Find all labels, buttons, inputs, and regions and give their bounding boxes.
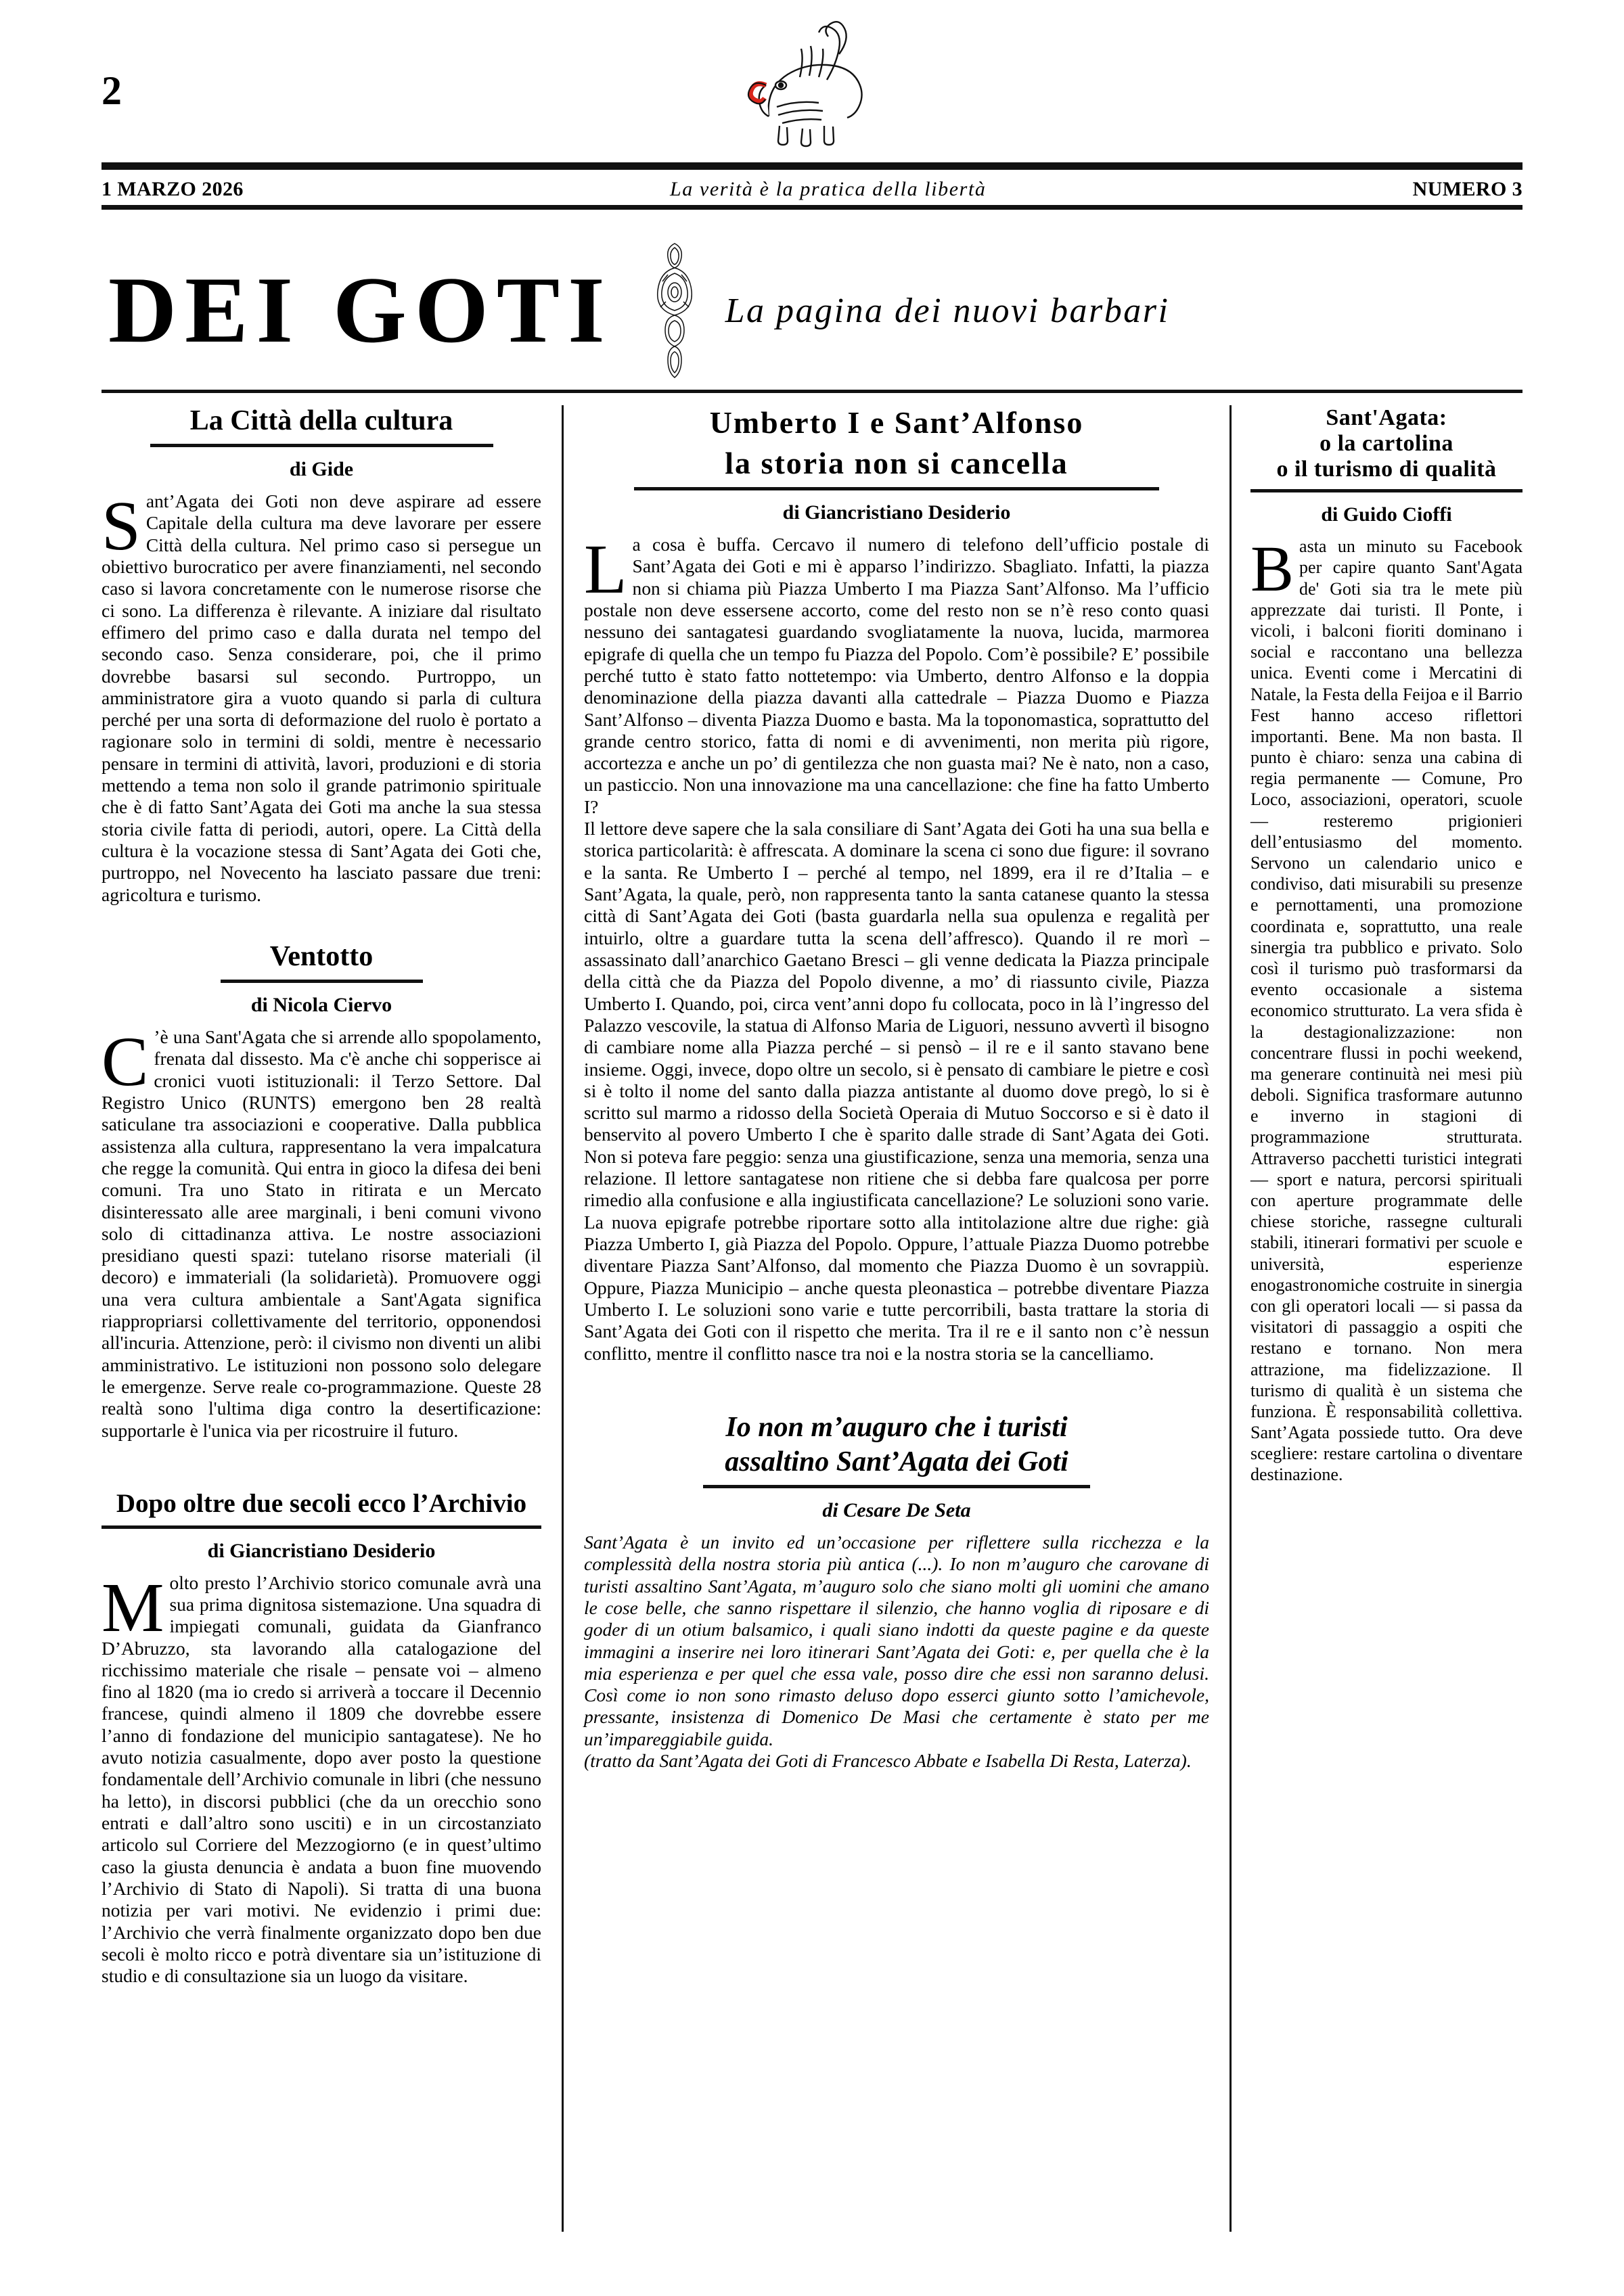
article-headline: Ventotto — [269, 940, 374, 972]
article-paragraph — [1250, 532, 1522, 1485]
article-headline-line-2: assaltino Sant’Agata dei Goti — [725, 1446, 1068, 1477]
article-byline: di Guido Cioffi — [1321, 503, 1452, 526]
dropcap: M — [102, 1568, 164, 1647]
title-block — [102, 233, 1522, 388]
article-byline: di Gide — [289, 458, 354, 481]
article-headline: La Città della cultura — [189, 405, 453, 436]
article-byline: di Nicola Ciervo — [250, 994, 392, 1016]
paragraph-text: olto presto l’Archivio storico comunale avrà una sua prima dignitosa sistemazione. Una squadra di impiegati comunali, guidata da Gianfranco D’Abruzzo, sta lavorando alla catalogazione del ricchissimo materiale che risale – pensate voi – almeno fino al 1820 (ma io credo si arriverà a toccare il Decennio francese, quindi almeno il 1809 che dovrebbe essere l’anno di fondazione del municipio santagatese). Ne ho avuto notizia casualmente, dopo aver posto la questione fondamentale dell’Archivio comunale in libri (che nessuno ha letto), in discorsi pubblici (che da un orecchio sono entrati e dall’altro sono usciti) e in un circostanziato articolo sul Corriere del Mezzogiorno (e in quest’ultimo caso la giusta denuncia è andata a buon fine muovendo l’Archivio di Stato di Napoli). Si tratta di una buona notizia per vari motivi. Ne evidenzio i primi due: l’Archivio che verrà finalmente organizzato dopo ben due secoli è molto ricco e potrà diventare sia un’istituzione di studio e di consultazione sia un luogo da visitare. — [102, 1571, 541, 1987]
gothic-eagle-fibula-icon — [651, 239, 698, 382]
article-la-citta-della-cultura — [102, 405, 541, 906]
columns-container — [102, 405, 1522, 2232]
title-underrule — [102, 390, 1522, 393]
masthead-rule-medium — [102, 205, 1522, 210]
elephant-beast-icon — [738, 15, 886, 150]
article-paragraph — [102, 1568, 541, 1988]
article-headline-line-2: la storia non si cancella — [725, 445, 1068, 480]
issue-number: NUMERO 3 — [1412, 178, 1522, 200]
paragraph-text: a cosa è buffa. Cercavo il numero di telefono dell’ufficio postale di Sant’Agata dei Goti e mi è apparso l’indirizzo. Sbagliato. Infatti, la piazza non si chiama più Piazza Umberto I ma Piazza Sant’Alfonso. Ma l’ufficio postale non deve essersene accorto, come del resto non se n’è reso conto quasi nessuno dei santagatesi guardando svogliatamente la nuova, lucida, marmorea epigrafe di quella che un tempo fu Piazza del Popolo. Com’è possibile? E’ possibile perché tutto è stato fatto nottetempo: via Umberto, dentro Alfonso e la doppia denominazione della piazza davanti alla cattedrale – Piazza Duomo e Piazza Sant’Alfonso – diventa Piazza Duomo e basta. Ma la toponomastica, soprattutto del grande centro storico, fatta di nomi e di avvenimenti, non merita più rigore, accortezza e anche un po’ di gentilezza che non guasta mai? Ne è nato, non a caso, un pasticcio. Non una innovazione ma una cancellazione: che fine ha fatto Umberto I? — [584, 534, 1209, 817]
headline-rule — [102, 1525, 541, 1529]
paragraph-text: ’è una Sant'Agata che si arrende allo spopolamento, frenata dal dissesto. Ma c'è anche chi sopperisce ai cronici vuoti istituzionali: il Terzo Settore. Dal Registro Unico (RUNTS) emergono ben 28 realtà saticulane tra associazioni e cooperative. Dalla pubblica assistenza alla cultura, rappresentano la vera impalcatura che regge la comunità. Qui entra in gioco la difesa dei beni comuni. Tra uno Stato in ritirata e un Mercato disinteressato alle aree marginali, i beni comuni vivono solo di cittadinanza attiva. Le nostre associazioni presidiano questi spazi: tutelano risorse materiali (il decoro) e immateriali (la solidarietà). Promuovere oggi una vera cultura ambientale a Sant'Agata significa riappropriarsi collettivamente del territorio, opponendosi all'incuria. Attenzione, però: il civismo non diventi un alibi amministrativo. Le istituzioni non possono solo delegare le emergenze. Serve reale co-programmazione. Queste 28 realtà sono l'ultima diga contro la desertificazione: supportarle è l'unica via per ricostruire il futuro. — [102, 1026, 541, 1441]
headline-rule — [703, 1485, 1091, 1488]
headline-rule — [1250, 489, 1522, 492]
dropcap: C — [102, 1023, 149, 1101]
article-paragraph: Il lettore deve sapere che la sala consiliare di Sant’Agata dei Goti ha una sua bella e storica particolarità: è affrescata. A dominare la scena ci sono due figure: il sovrano e la santa. Re Umberto I – perché al tempo, nel 1899, era il re d’Italia – e Sant’Agata, la quale, però, non rappresenta tanto la santa catanese quanto la stessa città di Sant’Agata dei Goti (basta guardarla nella sua opulenza e regalità per intuirlo, oltre a guardare tutta la scena dell’affresco). Quando il re morì – assassinato dall’anarchico Gaetano Bresci – gli venne dedicata la Piazza principale della città che da Piazza del Popolo divenne, a mo’ di riassunto civile, Piazza Umberto I. Quando, poi, circa vent’anni dopo fu collocata, poco in là l’ingresso del Palazzo vescovile, la statua di Alfonso Maria de Liguori, nessuno avvertì il bisogno di cambiare nome alla Piazza perché – si pensò – il re e il santo stavano bene insieme. Oggi, invece, dopo oltre un secolo, si è pensato di cambiare le pietre e così si è tolto il nome del santo dalla piazza antistante al duomo dove pregò, lo si è scritto sul marmo a ridosso della Società Operaia di Mutuo Soccorso e si è dato il benservito al povero Umberto I che è sparito dalle strade di Sant’Agata dei Goti. Non si poteva fare peggio: senza una giustificazione, senza una memoria, senza una relazione. Il lettore santagatese non ritiene che si debba fare qualcosa per porre rimedio alla confusione e alla ingiustificata cancellazione? Le soluzioni sono varie. La nuova epigrafe potrebbe riportare sotto alla intitolazione altre due righe: già Piazza Umberto I, già Piazza del Popolo. Oppure, l’attuale Piazza Duomo potrebbe diventare Piazza Sant’Alfonso, dal momento che Piazza Duomo è un sovrappiù. Oppure, Piazza Municipio – anche questa pleonastica – potrebbe diventare Piazza Umberto I. Le soluzioni sono varie e tutte percorribili, basta trattare la storia di Sant’Agata dei Goti con il rispetto che merita. Tra il re e il santo non c’è nessun conflitto, mentre il conflitto nasce tra noi e la nostra storia se la cancelliamo. — [584, 818, 1209, 1364]
publication-date: 1 MARZO 2026 — [102, 178, 244, 200]
article-headline-line-2: o la cartolina — [1320, 431, 1453, 457]
headline-rule — [634, 487, 1159, 490]
article-archivio — [102, 1489, 541, 1988]
column-center — [562, 405, 1232, 2232]
column-left — [102, 405, 562, 2232]
dropcap: L — [584, 530, 627, 609]
article-byline: di Giancristiano Desiderio — [207, 1539, 436, 1562]
dropcap: S — [102, 487, 141, 566]
masthead — [102, 0, 1522, 210]
article-umberto-i-e-santalfonso — [584, 405, 1209, 1364]
page-title: DEI GOTI — [108, 258, 613, 363]
paragraph-text: asta un minuto su Facebook per capire quanto Sant'Agata de' Goti sia tra le mete più apprezzate dai turisti. Il Ponte, i vicoli, i balconi fioriti dominano i social e raccontano una bellezza unica. Eventi come i Mercatini di Natale, la Festa della Feijoa e il Barrio Fest hanno acceso riflettori importanti. Bene. Ma non basta. Il punto è chiaro: senza una cabina di regia permanente — Comune, Pro Loco, associazioni, operatori, scuole — resteremo prigionieri dell’entusiasmo del momento. Servono un calendario unico e condiviso, dati misurabili su presenze e pernottamenti, una promozione coordinata e, soprattutto, una reale sinergia tra pubblico e privato. Solo così il turismo può trasformarsi da evento occasionale a sistema economico strutturato. La vera sfida è la destagionalizzazione: non concentrare flussi in pochi weekend, ma generare continuità nei mesi più deboli. Significa trasformare autunno e inverno in stagioni di programmazione strutturata. Attraverso pacchetti turistici integrati — sport e natura, percorsi spirituali con aperture programmate delle chiese storiche, rassegne culturali stabili, itinerari formativi per scuole e università, esperienze enogastronomiche costruite in sinergia con gli operatori locali — si passa da visitatori di passaggio a ospiti che restano e tornano. Non mera attrazione, ma fidelizzazione. Il turismo di qualità è un sistema che funziona. È responsabilità collettiva. Sant’Agata possiede tutto. Ora deve scegliere: restare cartolina o diventare destinazione. — [1250, 536, 1522, 1485]
article-source-note: (tratto da Sant’Agata dei Goti di Francesco Abbate e Isabella Di Resta, Laterza). — [584, 1750, 1192, 1772]
article-io-non-mauguro — [584, 1412, 1209, 1772]
article-headline: Dopo oltre due secoli ecco l’Archivio — [116, 1488, 527, 1518]
dateline-row — [102, 175, 1522, 204]
headline-rule — [221, 980, 423, 983]
article-paragraph — [584, 530, 1209, 818]
article-headline-line-1: Io non m’auguro che i turisti — [725, 1411, 1068, 1443]
article-headline-line-3: o il turismo di qualità — [1276, 457, 1497, 482]
masthead-motto: La verità è la pratica della libertà — [669, 178, 987, 200]
masthead-rule-thick — [102, 162, 1522, 170]
article-paragraph — [102, 1023, 541, 1442]
article-byline: di Cesare De Seta — [822, 1498, 971, 1521]
column-right — [1232, 405, 1522, 2232]
article-byline: di Giancristiano Desiderio — [782, 501, 1011, 524]
article-paragraph: Sant’Agata è un invito ed un’occasione per riflettere sulla ricchezza e la complessità della nostra storia più antica (...). Io non m’auguro che carovane di turisti assaltino Sant’Agata, m’auguro solo che siano molti gli uomini che amano le cose belle, che sanno rispettare il silenzio, che hanno voglia di riposare e di goder di un otium balsamico, i quali siano indotti da queste pagine e da queste immagini a inserire nei loro itinerari Sant’Agata dei Goti: e, per quella che è la mia esperienza e per quel che essa vale, posso dire che essi non saranno delusi. Così come io non sono rimasto deluso dopo esserci giunto sotto l’amichevole, pressante, insistenza di Domenico De Masi che certamente è stato per me un’impareggiabile guida. — [584, 1531, 1209, 1749]
page-folio-number: 2 — [102, 68, 122, 113]
page-tagline: La pagina dei nuovi barbari — [725, 291, 1170, 330]
dropcap: B — [1250, 532, 1294, 605]
article-paragraph — [102, 487, 541, 906]
article-ventotto — [102, 941, 541, 1442]
article-headline-line-1: Umberto I e Sant’Alfonso — [709, 405, 1084, 440]
article-headline-line-1: Sant'Agata: — [1326, 405, 1447, 430]
headline-rule — [150, 444, 493, 447]
article-santagata-cartolina-o-turismo — [1250, 405, 1522, 1486]
paragraph-text: ant’Agata dei Goti non deve aspirare ad essere Capitale della cultura ma deve lavorare per essere Città della cultura. Nel primo caso si persegue un obiettivo burocratico per avere finanziamenti, nel secondo caso si lavora concretamente con le numerose risorse che ci sono. La differenza è rilevante. A iniziare dal risultato effimero del primo caso e dalla durata nel tempo del secondo caso. Senza considerare, poi, che il primo dovrebbe basarsi sul secondo. Purtroppo, un amministratore gira a vuoto quando si parla di cultura perché per una sorta di deformazione del ruolo è portato a ragionare solo in termini di soldi, mentre è necessario pensare in termini di attività, lavori, produzioni e di storia mettendo a tema non solo il grande patrimonio spirituale che è di fatto Sant’Agata dei Goti ma anche la sua stessa storia civile fatta di periodi, autori, opere. La Città della cultura è la vocazione stessa di Sant’Agata dei Goti che, purtroppo, nel Novecento ha lasciato passare due treni: agricoltura e turismo. — [102, 490, 541, 905]
